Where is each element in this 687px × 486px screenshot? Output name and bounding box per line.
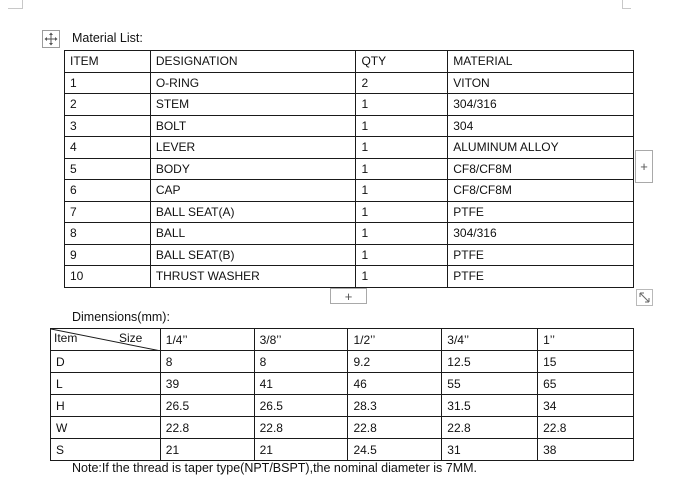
dimension-value-cell[interactable]: 9.2	[348, 351, 442, 373]
material-cell[interactable]: 304/316	[448, 223, 634, 245]
dimension-item-cell[interactable]: W	[51, 417, 161, 439]
dimension-item-cell[interactable]: S	[51, 439, 161, 461]
table-row	[65, 201, 634, 223]
material-cell[interactable]: 7	[65, 201, 151, 223]
material-cell[interactable]: STEM	[150, 94, 356, 116]
table-row	[65, 266, 634, 288]
size-header-cell[interactable]: 3/8’’	[254, 329, 348, 351]
table-row	[65, 158, 634, 180]
add-row-button[interactable]: +	[330, 288, 367, 304]
material-cell[interactable]: 1	[356, 94, 448, 116]
dimension-value-cell[interactable]: 22.8	[348, 417, 442, 439]
material-cell[interactable]: 1	[65, 72, 151, 94]
dimension-value-cell[interactable]: 31.5	[442, 395, 538, 417]
dimension-value-cell[interactable]: 65	[538, 373, 634, 395]
item-corner-label: Item	[54, 331, 78, 345]
dimension-value-cell[interactable]: 15	[538, 351, 634, 373]
dimension-value-cell[interactable]: 41	[254, 373, 348, 395]
material-cell[interactable]: THRUST WASHER	[150, 266, 356, 288]
dimension-value-cell[interactable]: 21	[160, 439, 254, 461]
table-resize-handle[interactable]	[636, 289, 653, 306]
material-list-label: Material List:	[72, 31, 143, 45]
size-header-cell[interactable]: 1/2’’	[348, 329, 442, 351]
table-row	[65, 115, 634, 137]
material-cell[interactable]: VITON	[448, 72, 634, 94]
table-row	[65, 72, 634, 94]
dimensions-label: Dimensions(mm):	[72, 310, 170, 324]
material-cell[interactable]: 1	[356, 266, 448, 288]
add-column-button[interactable]: +	[635, 150, 653, 183]
material-cell[interactable]: 304/316	[448, 94, 634, 116]
dimension-value-cell[interactable]: 38	[538, 439, 634, 461]
material-cell[interactable]: 2	[65, 94, 151, 116]
material-header-cell[interactable]: QTY	[356, 51, 448, 73]
dimensions-table[interactable]	[50, 328, 634, 461]
material-cell[interactable]: 1	[356, 223, 448, 245]
material-cell[interactable]: BODY	[150, 158, 356, 180]
dimension-value-cell[interactable]: 22.8	[442, 417, 538, 439]
dimension-value-cell[interactable]: 8	[254, 351, 348, 373]
dimension-value-cell[interactable]: 22.8	[538, 417, 634, 439]
material-cell[interactable]: 1	[356, 137, 448, 159]
material-cell[interactable]: LEVER	[150, 137, 356, 159]
dimension-value-cell[interactable]: 21	[254, 439, 348, 461]
material-cell[interactable]: CF8/CF8M	[448, 180, 634, 202]
material-header-cell[interactable]: MATERIAL	[448, 51, 634, 73]
table-row	[65, 180, 634, 202]
material-cell[interactable]: 1	[356, 244, 448, 266]
material-cell[interactable]: BALL	[150, 223, 356, 245]
material-cell[interactable]: 1	[356, 180, 448, 202]
dimension-item-cell[interactable]: L	[51, 373, 161, 395]
dimension-value-cell[interactable]: 22.8	[160, 417, 254, 439]
size-header-cell[interactable]: 3/4’’	[442, 329, 538, 351]
table-row	[65, 223, 634, 245]
table-row	[51, 417, 634, 439]
material-cell[interactable]: 2	[356, 72, 448, 94]
material-cell[interactable]: 9	[65, 244, 151, 266]
page-corner-mark-left	[8, 0, 23, 9]
material-cell[interactable]: BOLT	[150, 115, 356, 137]
material-table[interactable]	[64, 50, 634, 288]
table-row	[51, 373, 634, 395]
table-move-handle[interactable]	[42, 30, 60, 48]
material-cell[interactable]: BALL SEAT(A)	[150, 201, 356, 223]
material-cell[interactable]: 5	[65, 158, 151, 180]
size-header-cell[interactable]: 1/4’’	[160, 329, 254, 351]
material-cell[interactable]: 4	[65, 137, 151, 159]
dimension-value-cell[interactable]: 12.5	[442, 351, 538, 373]
material-cell[interactable]: PTFE	[448, 244, 634, 266]
dimension-value-cell[interactable]: 46	[348, 373, 442, 395]
dimension-value-cell[interactable]: 34	[538, 395, 634, 417]
material-header-cell[interactable]: ITEM	[65, 51, 151, 73]
material-cell[interactable]: 8	[65, 223, 151, 245]
material-header-row	[65, 51, 634, 73]
size-corner-label: Size	[119, 331, 143, 345]
table-row	[51, 439, 634, 461]
material-cell[interactable]: CAP	[150, 180, 356, 202]
thread-note: Note:If the thread is taper type(NPT/BSPT),the nominal diameter is 7MM.	[72, 461, 478, 475]
move-arrows-icon	[44, 32, 58, 46]
material-cell[interactable]: 6	[65, 180, 151, 202]
material-cell[interactable]: 3	[65, 115, 151, 137]
size-header-cell[interactable]: 1’’	[538, 329, 634, 351]
material-cell[interactable]: 304	[448, 115, 634, 137]
diagonal-header-cell[interactable]	[51, 329, 161, 351]
material-cell[interactable]: ALUMINUM ALLOY	[448, 137, 634, 159]
dimension-item-cell[interactable]: D	[51, 351, 161, 373]
dimension-value-cell[interactable]: 39	[160, 373, 254, 395]
table-row	[51, 395, 634, 417]
dimension-value-cell[interactable]: 28.3	[348, 395, 442, 417]
dimension-value-cell[interactable]: 22.8	[254, 417, 348, 439]
material-cell[interactable]: 10	[65, 266, 151, 288]
material-header-cell[interactable]: DESIGNATION	[150, 51, 356, 73]
dimensions-header-row	[51, 329, 634, 351]
dimension-value-cell[interactable]: 55	[442, 373, 538, 395]
material-cell[interactable]: 1	[356, 201, 448, 223]
table-row	[65, 244, 634, 266]
material-cell[interactable]: BALL SEAT(B)	[150, 244, 356, 266]
dimension-value-cell[interactable]: 26.5	[254, 395, 348, 417]
material-cell[interactable]: PTFE	[448, 266, 634, 288]
table-row	[51, 351, 634, 373]
dimension-value-cell[interactable]: 26.5	[160, 395, 254, 417]
table-row	[65, 137, 634, 159]
material-cell[interactable]: PTFE	[448, 201, 634, 223]
dimension-item-cell[interactable]: H	[51, 395, 161, 417]
material-cell[interactable]: 1	[356, 158, 448, 180]
page-corner-mark-right	[622, 0, 631, 9]
material-cell[interactable]: CF8/CF8M	[448, 158, 634, 180]
material-cell[interactable]: O-RING	[150, 72, 356, 94]
dimension-value-cell[interactable]: 8	[160, 351, 254, 373]
dimension-value-cell[interactable]: 24.5	[348, 439, 442, 461]
resize-diagonal-icon	[637, 290, 652, 305]
table-row	[65, 94, 634, 116]
material-cell[interactable]: 1	[356, 115, 448, 137]
dimension-value-cell[interactable]: 31	[442, 439, 538, 461]
